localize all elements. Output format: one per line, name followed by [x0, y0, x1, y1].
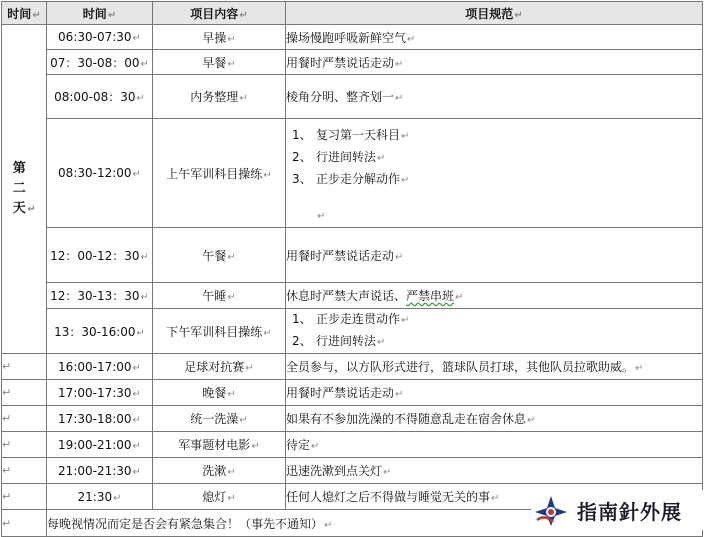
- empty-mark-cell: ↵: [2, 354, 47, 380]
- item-cell: 内务整理↵: [153, 75, 286, 119]
- table-row: [2, 283, 703, 309]
- spec-cell: 待定↵: [286, 432, 703, 458]
- item-cell: 上午军训科目操练↵: [153, 119, 286, 228]
- table-row: [2, 25, 703, 50]
- header-row: [2, 2, 703, 25]
- spec-cell: 用餐时严禁说话走动↵: [286, 228, 703, 283]
- item-cell: 早操↵: [153, 25, 286, 50]
- table-row: [2, 228, 703, 283]
- empty-mark-cell: ↵: [2, 484, 47, 510]
- item-cell: 午餐↵: [153, 228, 286, 283]
- table-row: [2, 406, 703, 432]
- spec-cell: 任何人熄灯之后不得做与睡觉无关的事↵: [286, 484, 703, 510]
- note-cell: 每晚视情况而定是否会有紧急集合！（事先不通知）↵: [47, 510, 703, 537]
- spec-cell: 棱角分明、整齐划一↵: [286, 75, 703, 119]
- empty-mark-cell: ↵: [2, 406, 47, 432]
- time-cell: 06:30-07:30↵: [47, 25, 153, 50]
- table-row: [2, 309, 703, 354]
- spec-cell: 操场慢跑呼吸新鲜空气↵: [286, 25, 703, 50]
- compass-logo-icon: [531, 492, 571, 528]
- time-cell: 08:00-08：30↵: [47, 75, 153, 119]
- table-row: [2, 119, 703, 228]
- time-cell: 21:00-21:30↵: [47, 458, 153, 484]
- spec-cell: 休息时严禁大声说话、严禁串班↵: [286, 283, 703, 309]
- day-cell: 第二天 ↵: [2, 25, 47, 354]
- header-day: 时间↵: [2, 2, 47, 25]
- spec-cell: 全员参与，以方队形式进行，篮球队员打球，其他队员拉歌助威。↵: [286, 354, 703, 380]
- item-cell: 统一洗澡↵: [153, 406, 286, 432]
- spec-cell: 用餐时严禁说话走动↵: [286, 380, 703, 406]
- header-time: 时间↵: [47, 2, 153, 25]
- spec-cell: 如果有不参加洗澡的不得随意乱走在宿舍休息↵: [286, 406, 703, 432]
- item-cell: 晚餐↵: [153, 380, 286, 406]
- time-cell: 13：30-16:00↵: [47, 309, 153, 354]
- header-item: 项目内容↵: [153, 2, 286, 25]
- spec-cell: 用餐时严禁说话走动↵: [286, 50, 703, 75]
- table-row: [2, 75, 703, 119]
- empty-mark-cell: ↵: [2, 458, 47, 484]
- item-cell: 足球对抗赛↵: [153, 354, 286, 380]
- list-item: 1、 正步走连贯动作↵: [292, 312, 410, 326]
- empty-mark-cell: ↵: [2, 380, 47, 406]
- time-cell: 12：30-13：30↵: [47, 283, 153, 309]
- list-item: 1、 复习第一天科目↵: [292, 128, 410, 142]
- header-spec: 项目规范↵: [286, 2, 703, 25]
- day-label: 第二天: [12, 161, 26, 216]
- list-item: 2、 行进间转法↵: [292, 334, 386, 348]
- logo: [531, 490, 703, 530]
- time-cell: 19:00-21:00↵: [47, 432, 153, 458]
- item-cell: 军事题材电影↵: [153, 432, 286, 458]
- table-row: [2, 432, 703, 458]
- item-cell: 洗漱↵: [153, 458, 286, 484]
- schedule-table: [1, 1, 703, 537]
- time-cell: 12：00-12：30↵: [47, 228, 153, 283]
- table-row: [2, 458, 703, 484]
- time-cell: 16:00-17:00↵: [47, 354, 153, 380]
- list-item: 3、 正步走分解动作↵: [292, 172, 410, 186]
- list-item: 2、 行进间转法↵: [292, 150, 386, 164]
- spec-cell: [286, 119, 703, 228]
- time-cell: 07：30-08：00↵: [47, 50, 153, 75]
- table-row: [2, 354, 703, 380]
- list-item: ↵: [317, 211, 326, 222]
- time-cell: 08:30-12:00↵: [47, 119, 153, 228]
- spec-list: [286, 119, 702, 227]
- spec-cell: 迅速洗漱到点关灯↵: [286, 458, 703, 484]
- spec-cell: [286, 309, 703, 354]
- item-cell: 午睡↵: [153, 283, 286, 309]
- item-cell: 早餐↵: [153, 50, 286, 75]
- item-cell: 熄灯↵: [153, 484, 286, 510]
- item-cell: 下午军训科目操练↵: [153, 309, 286, 354]
- empty-mark-cell: ↵: [2, 432, 47, 458]
- time-cell: 17:30-18:00↵: [47, 406, 153, 432]
- time-cell: 17:00-17:30↵: [47, 380, 153, 406]
- table-row: [2, 50, 703, 75]
- time-cell: 21:30↵: [47, 484, 153, 510]
- table-row: [2, 380, 703, 406]
- empty-mark-cell: ↵: [2, 510, 47, 537]
- logo-text: 指南針外展: [577, 499, 682, 524]
- spec-list: [286, 309, 702, 353]
